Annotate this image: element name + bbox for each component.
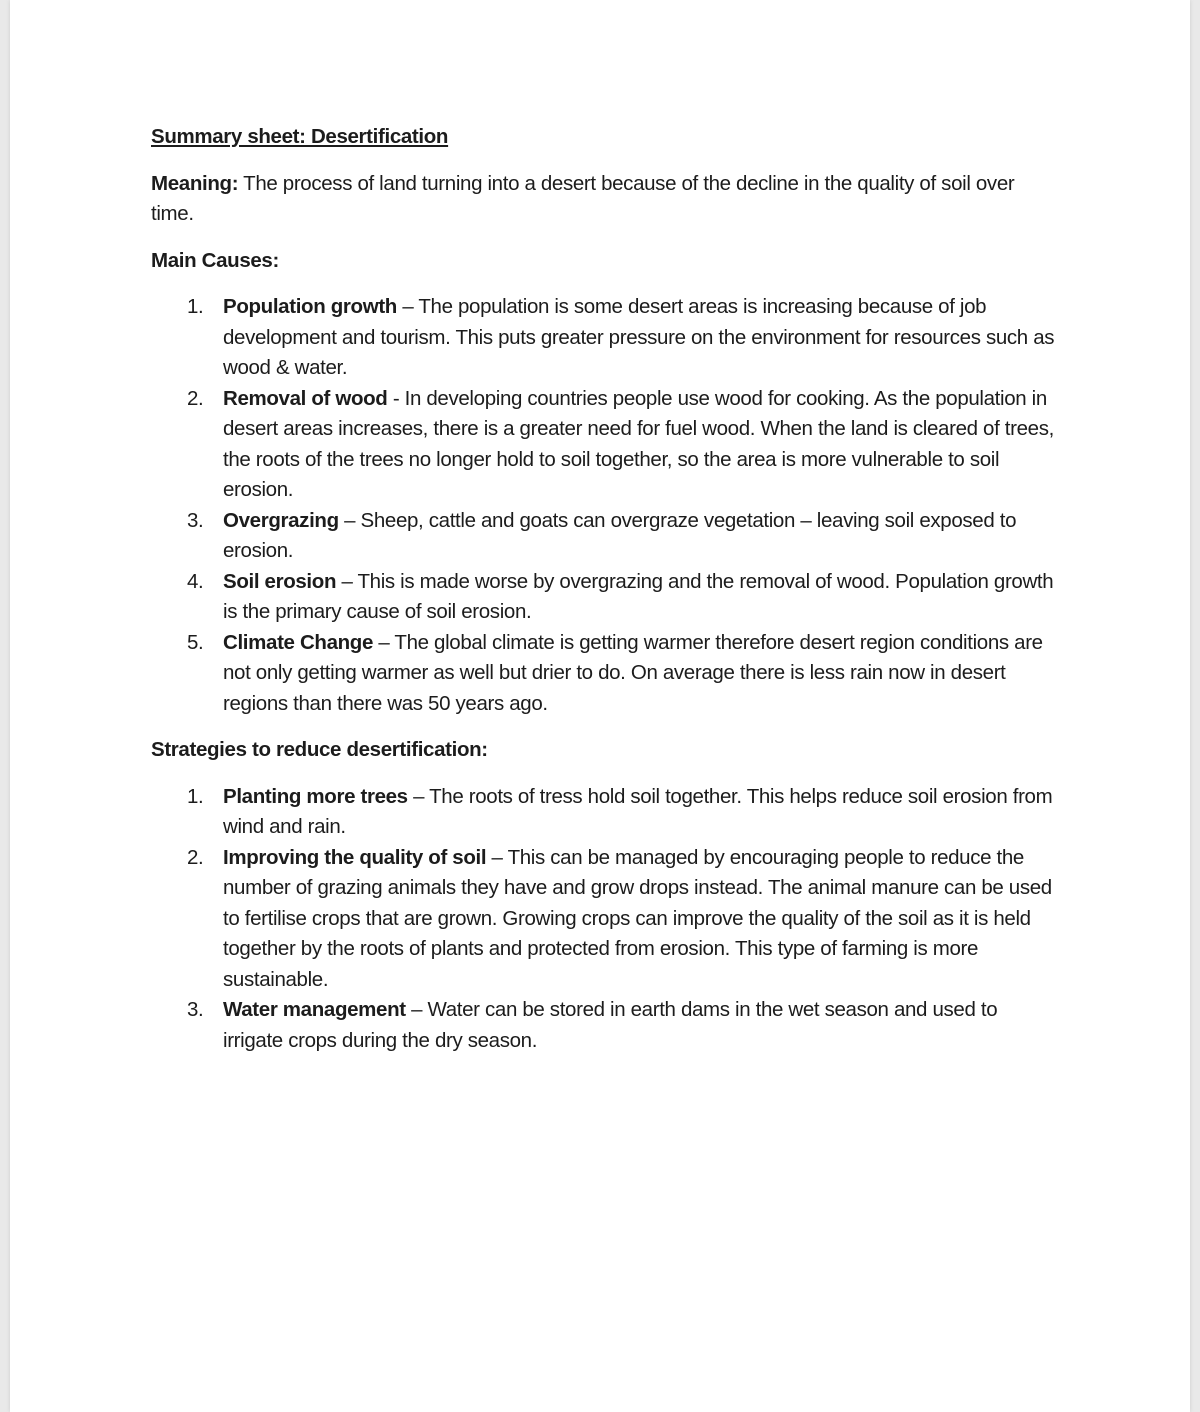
list-number: 2. bbox=[187, 845, 204, 869]
list-item bbox=[151, 292, 1056, 384]
list-term: Overgrazing bbox=[223, 508, 339, 532]
list-text: – The roots of tress hold soil together. This helps reduce soil erosion from wind and rain. bbox=[223, 784, 1053, 838]
strategies-heading: Strategies to reduce desertification: bbox=[151, 738, 488, 761]
list-term: Planting more trees bbox=[223, 784, 408, 808]
list-text: – Water can be stored in earth dams in the wet season and used to irrigate crops during the dry season. bbox=[223, 998, 998, 1052]
list-item bbox=[151, 628, 1056, 720]
meaning-paragraph bbox=[151, 169, 1056, 230]
strategies-list bbox=[151, 782, 1056, 1057]
causes-heading: Main Causes: bbox=[151, 248, 279, 272]
list-text: – Sheep, cattle and goats can overgraze vegetation – leaving soil exposed to erosion. bbox=[223, 508, 1017, 562]
list-item bbox=[151, 506, 1056, 567]
list-term: Removal of wood bbox=[223, 386, 388, 410]
meaning-text: The process of land turning into a desert because of the decline in the quality of soil over time. bbox=[151, 171, 1015, 225]
list-term: Water management bbox=[223, 998, 406, 1021]
meaning-label: Meaning: bbox=[151, 171, 239, 195]
list-text: – This is made worse by overgrazing and the removal of wood. Population growth is the primary cause of soil erosion. bbox=[223, 569, 1054, 623]
list-item bbox=[151, 782, 1056, 843]
document-page bbox=[10, 0, 1190, 1412]
list-text: – This can be managed by encouraging people to reduce the number of grazing animals they have and grow drops instead. The animal manure can be used to fertilise crops that are grown. Growing crops can improve the quality of the soil as it is held together by the roots of plants and protected from erosion. This type of farming is more sustainable. bbox=[223, 845, 1052, 991]
list-number: 3. bbox=[187, 998, 204, 1021]
list-item bbox=[151, 843, 1056, 996]
list-term: Climate Change bbox=[223, 630, 374, 654]
list-term: Soil erosion bbox=[223, 569, 337, 593]
list-text: – The global climate is getting warmer therefore desert region conditions are not only getting warmer as well but drier to do. On average there is less rain now in desert regions than there was 50 years ago. bbox=[223, 630, 1043, 715]
list-item bbox=[151, 995, 1056, 1056]
list-number: 1. bbox=[187, 295, 204, 318]
list-number: 5. bbox=[187, 630, 204, 654]
list-term: Population growth bbox=[223, 295, 397, 318]
page-title: Summary sheet: Desertification bbox=[151, 125, 449, 148]
list-number: 4. bbox=[187, 569, 204, 593]
list-number: 3. bbox=[187, 508, 204, 532]
list-text: – The population is some desert areas is increasing because of job development and tourism. This puts greater pressure on the environment for resources such as wood & water. bbox=[223, 295, 1055, 379]
document-body bbox=[151, 122, 1056, 1072]
list-term: Improving the quality of soil bbox=[223, 845, 487, 869]
causes-list bbox=[151, 292, 1056, 719]
list-text: - In developing countries people use wood for cooking. As the population in desert areas increases, there is a greater need for fuel wood. When the land is cleared of trees, the roots of the trees no longer hold to soil together, so the area is more vulnerable to soil erosion. bbox=[223, 386, 1054, 501]
list-item bbox=[151, 567, 1056, 628]
list-number: 1. bbox=[187, 784, 204, 808]
list-number: 2. bbox=[187, 386, 204, 410]
list-item bbox=[151, 384, 1056, 506]
